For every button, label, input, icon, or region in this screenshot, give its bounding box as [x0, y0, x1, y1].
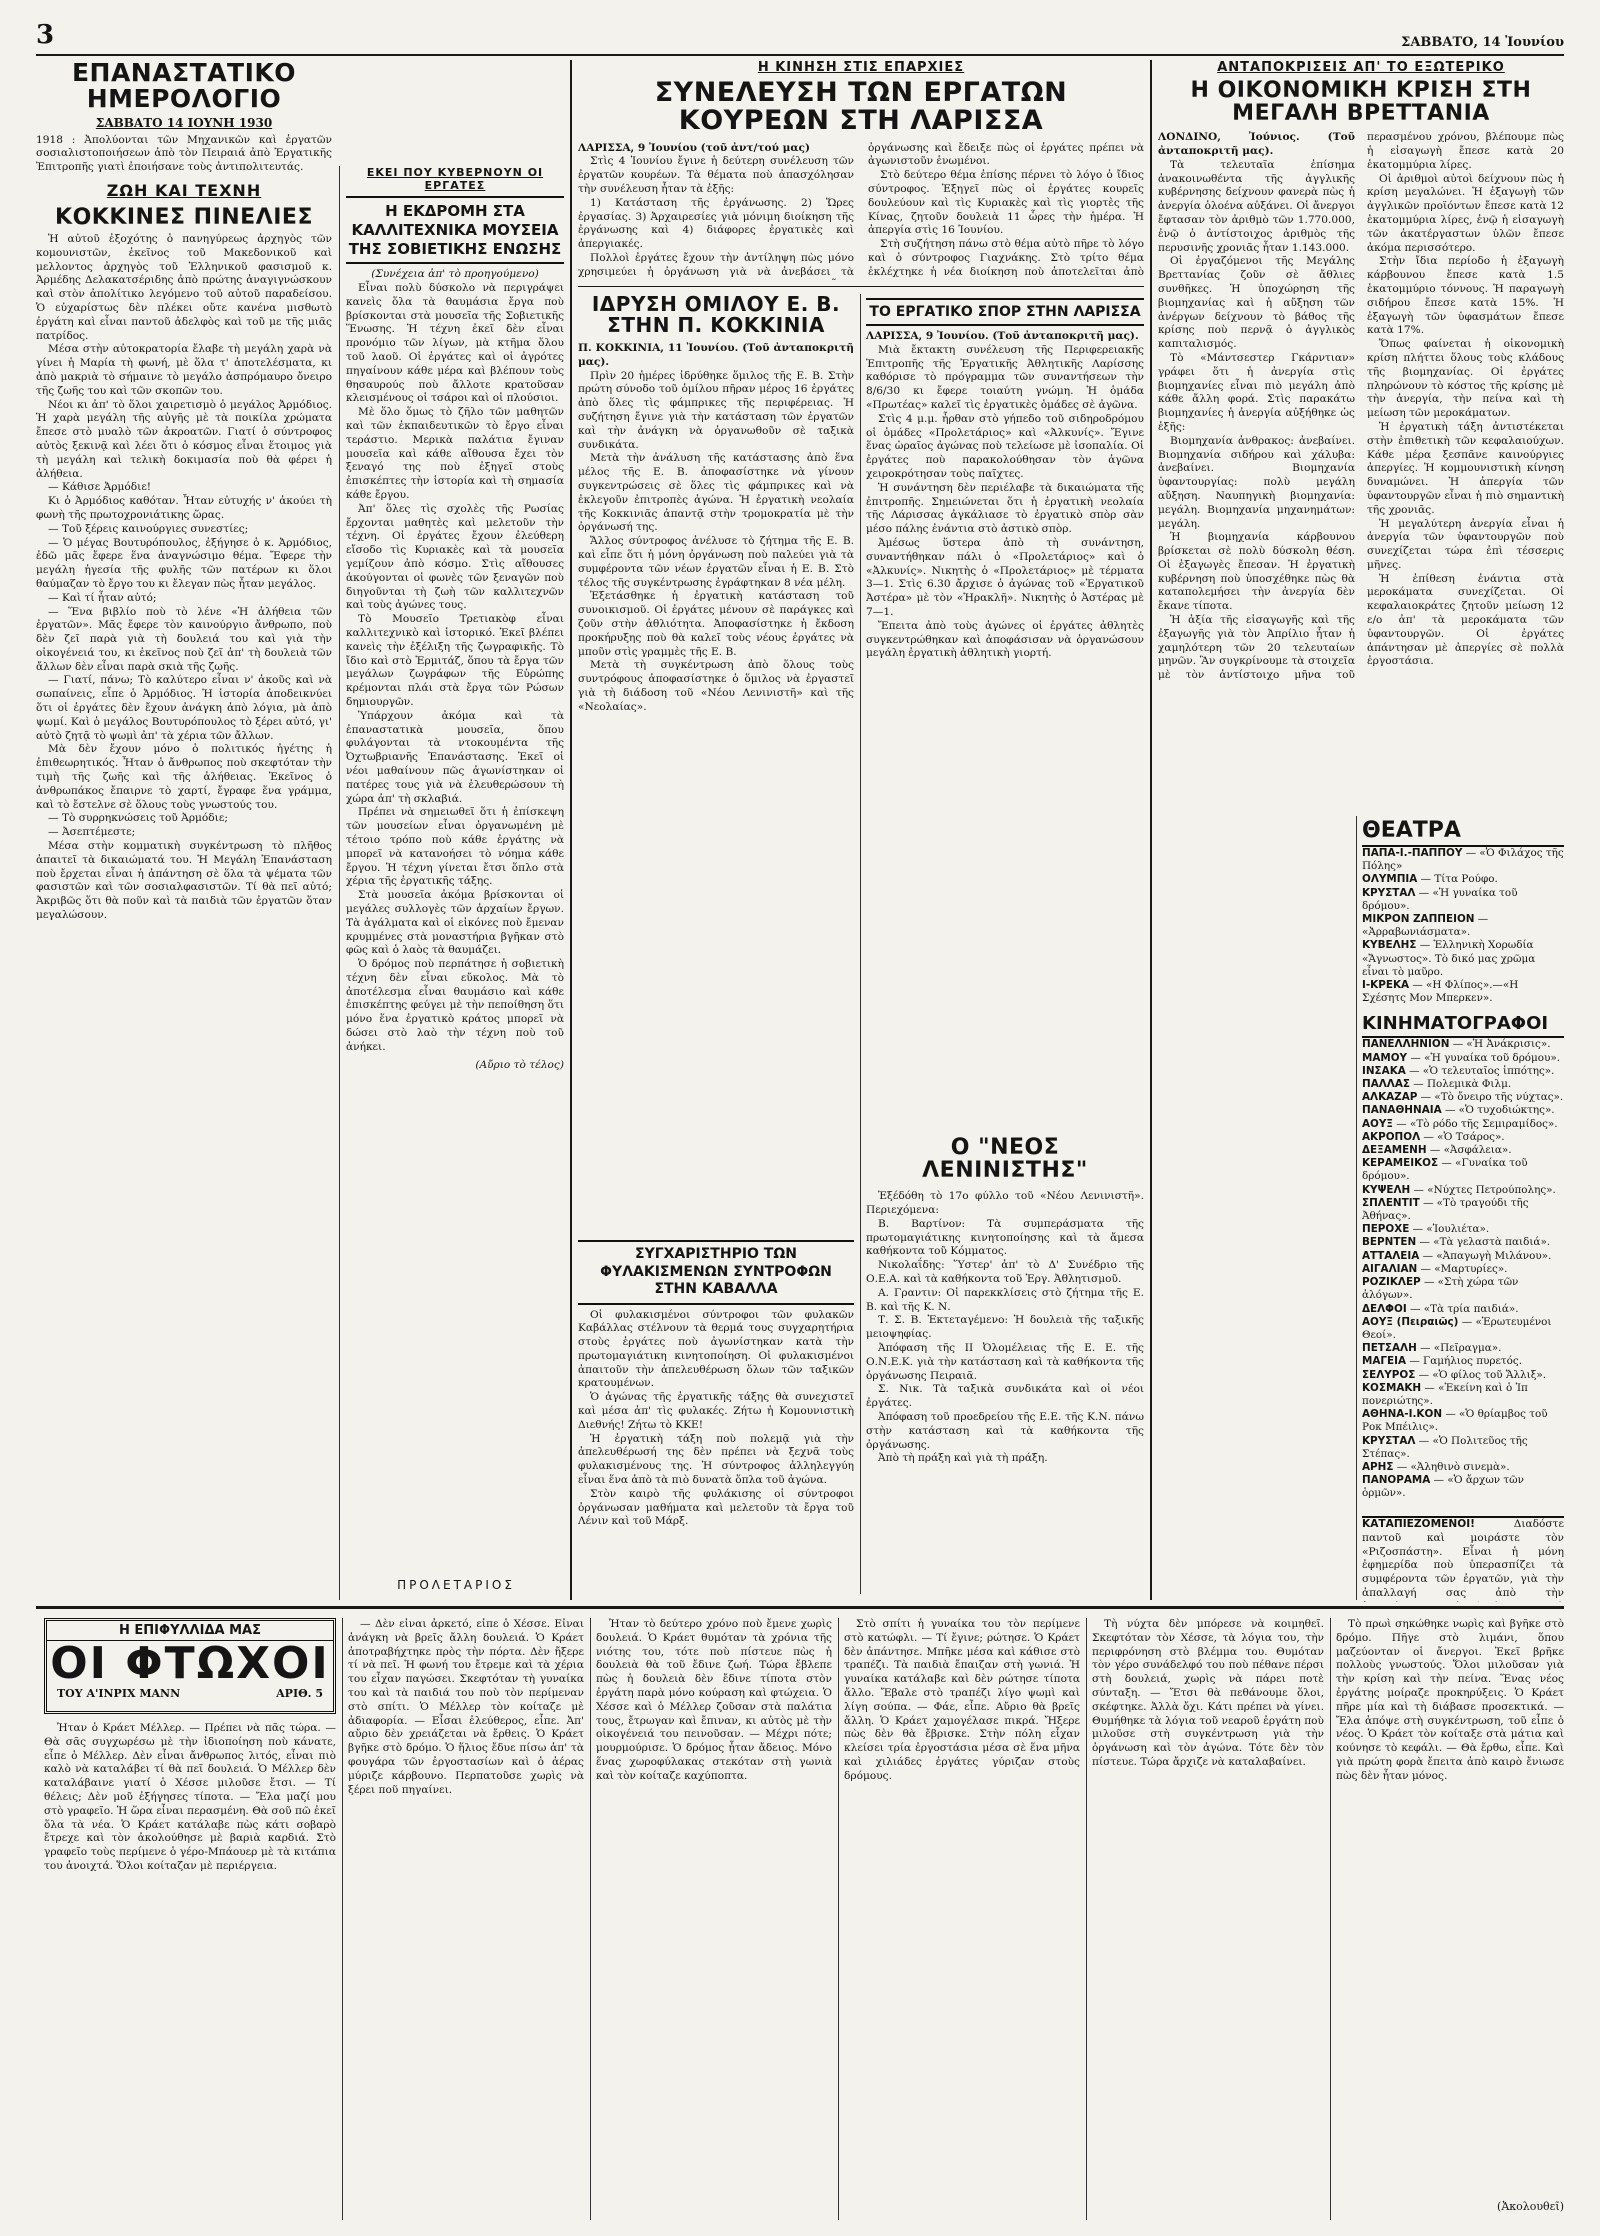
listing-entry: ΑΟΥΞ — «Τὸ ρόδο τῆς Σεμιραμίδος». — [1362, 1117, 1558, 1130]
paragraph: Στὸ σπίτι ἡ γυναίκα του τὸν περίμενε στὸ κατώφλι. — Τί ἔγινε; ρώτησε. Ὁ Κράετ δὲν ἀπάντησε. Μπῆκε μέσα καὶ κάθισε στὸ τραπέζι. Τὰ παιδιὰ ἔπαιζαν στὴ γωνιά. Ἡ γυναίκα κατάλαβε καὶ δὲν ρώτησε τίποτα ἄλλο. Ἔβαλε στὸ τραπέζι λίγο ψωμὶ καὶ λίγη σούπα. — Φάε, εἶπε. Αὔριο θὰ βρεῖς ἄλλη. Ὁ Κράετ χαμογέλασε πικρά. Ἤξερε πὼς δὲν θὰ ἔβρισκε. Στὴν πόλη εἶχαν κλείσει τρία ἐργοστάσια μέσα σὲ ἕνα μῆνα καὶ χιλιάδες ἐργάτες γύριζαν στοὺς δρόμους. — [844, 1618, 1080, 1782]
column-divider — [1086, 1618, 1087, 2220]
listing-venue: ΚΡΥΣΤΑΛ — [1362, 886, 1416, 899]
paragraph: Τ. Σ. Β. Ἐκτεταγέμενο: Ἡ δουλειὰ τῆς ταξικῆς μειοψηφίας. — [866, 1314, 1144, 1341]
listing-venue: ΔΕΞΑΜΕΝΗ — [1362, 1144, 1427, 1157]
paragraph: Στὸ δεύτερο θέμα ἐπίσης πέρνει τὸ λόγο ὁ ἴδιος σύντροφος. Ἐξηγεῖ πὼς οἱ ἐργάτες κουρεῖς δουλεύουν καὶ τὶς Κυριακὲς καὶ τὶς γιορτὲς τῆς Κίνας, ζητοῦν δουλειὰ 11 ὧρες τὴν ἡμέρα. Ἡ ἀπεργία στὶς 16 Ἰουνίου. — [868, 169, 1144, 237]
article-britain — [1158, 60, 1564, 800]
listing-venue: ΚΕΡΑΜΕΙΚΟΣ — [1362, 1157, 1439, 1170]
feuilleton-rule — [36, 1606, 1564, 1609]
listing-show: Τίτα Ρούφο. — [1434, 873, 1498, 886]
paragraph: (Συνέχεια ἀπ' τὸ προηγούμενο) — [371, 268, 539, 281]
column-divider — [1356, 816, 1357, 1600]
listing-entry: ΑΘΗΝΑ-Ι.ΚΟΝ — «Ὁ θρίαμβος τοῦ Ροκ Μπέιλις». — [1362, 1408, 1548, 1434]
paragraph: Ἔπειτα ἀπὸ τοὺς ἀγώνες οἱ ἐργάτες ἀθλητὲς συγκεντρώθηκαν καὶ ἀποφάσισαν νὰ ὀργανώσουν μεγάλη ἐργατικὴ ἀθλητικὴ γιορτή. — [866, 619, 1144, 660]
listing-entry: ΑΡΗΣ — «Ἀληθινὸ σινεμὰ». — [1362, 1460, 1510, 1473]
feuilleton-title-box — [44, 1618, 336, 1714]
listing-show: «Ὁ Φιλάχος τῆς Πόλης» — [1362, 847, 1564, 873]
paragraph: Ἀπόφαση τῆς ΙΙ Ὀλομέλειας τῆς Ε. Ε. τῆς Ο.Ν.Ε.Κ. γιὰ τὴν κατάσταση καὶ τὰ καθήκοντα τῆς ὀργάνωσης Πειραιᾶ. — [866, 1341, 1144, 1382]
listing-entry: ΚΥΨΕΛΗ — «Νύχτες Πετρούπολης». — [1362, 1183, 1556, 1196]
listing-show: «Ἡ Ἀνάκρισις». — [1466, 1038, 1551, 1051]
newspaper-page — [36, 16, 1564, 2220]
paragraph: Ἡ αὐτοῦ ἐξοχότης ὁ πανηγύρεως ἀρχηγὸς τῶν κομουνιστῶν, ἐκεῖνος τοῦ Μακεδονικοῦ καὶ μελλοντος ἀρχηγὸς τοῦ Ἑλληνικοῦ φασισμοῦ κ. Ἀρμέδης Δελακατσέριδης ἀπὸ πρώτης ἀναγιγνώσκουν καὶ στὸν ἀπολίτικο λεγόμενο τοῦ αὐτοῦ παραδείσου. Ὁ εὐχαρίστως δὲν πλέκει οὔτε κανένα μισθωτὸ ἐργάτη καὶ εἶναι παντοῦ ἀδελφὸς καὶ τοῦ με τῆς μιᾶς πατρίδος. — [36, 232, 332, 342]
listing-entry: ΜΑΓΕΙΑ — Γαμήλιος πυρετός. — [1362, 1355, 1523, 1368]
paragraph: Εἶναι πολὺ δύσκολο νὰ περιγράψει κανεὶς ὅλα τὰ θαυμάσια ἔργα ποὺ βρίσκονται στὰ μουσεῖα τῆς Σοβιετικῆς Ἕνωσης. Ἡ τέχνη ἐκεῖ δὲν εἶναι προνόμιο τῶν λίγων, μὰ κτῆμα ὅλου τοῦ λαοῦ. Οἱ ἐργάτες καὶ οἱ ἀγρότες πηγαίνουν κάθε μέρα καὶ βλέπουν τοὺς θησαυρούς ποὺ ἄλλοτε κρατοῦσαν κλεισμένους οἱ τσάροι καὶ οἱ πλούσιοι. — [346, 282, 564, 405]
listing-entry: ΠΕΡΟΧΕ — «Ἰουλιέτα». — [1362, 1223, 1490, 1236]
listing-show: «Ὁ τελευταῖος ἱππότης». — [1422, 1064, 1555, 1077]
section-life-art: ΖΩΗ ΚΑΙ ΤΕΧΝΗ — [106, 180, 262, 200]
column-divider — [342, 1618, 343, 2220]
paragraph: Ὅπως φαίνεται ἡ οἰκονομικὴ κρίση πλήττει ὅλους τοὺς κλάδους τῆς βιομηχανίας. Οἱ ἐργάτες πληρώνουν τὸ κόστος τῆς κρίσης μὲ τὴν ἀνεργία, τὴν πείνα καὶ τὴ μείωση τῶν μεροκάματων. — [1367, 338, 1564, 420]
listing-venue: ΟΛΥΜΠΙΑ — [1362, 873, 1418, 886]
paragraph: Πρέπει νὰ σημειωθεῖ ὅτι ἡ ἐπίσκεψη τῶν μουσείων εἶναι ὀργανωμένη μὲ τέτοιο τρόπο ποὺ κάθε ἐργάτης νὰ μπορεῖ νὰ κατανοήσει τὸ νόημα κάθε ἔργου. Ἡ τέχνη γίνεται ἔτσι ὅπλο στὰ χέρια τῆς ἐργατικῆς τάξης. — [346, 806, 564, 888]
listing-venue: ΠΑΝΑΘΗΝΑΙΑ — [1362, 1104, 1442, 1117]
listing-venue: ΠΑΛΛΑΣ — [1362, 1078, 1410, 1091]
feuilleton-column — [596, 1618, 832, 2220]
paragraph: Ἡ βιομηχανία κάρβουνου βρίσκεται σὲ πολὺ δύσκολη θέση. Οἱ ἐξαγωγὲς ἔπεσαν. Ἡ ἐργατικὴ κυβέρνηση ποὺ ὑποσχέθηκε πὼς θὰ καταπολεμήσει τὴν ἀνεργία δὲν ἔκανε τίποτα. — [1158, 531, 1355, 613]
paragraph: Ἀπόφαση τοῦ προεδρείου τῆς Ε.Ε. τῆς Κ.Ν. πάνω στὴν κατάσταση καὶ τὰ καθήκοντα τῆς ὀργάνωσης. — [866, 1410, 1144, 1451]
paragraph: — Ἕνα βιβλίο ποὺ τὸ λένε «Ἡ ἀλήθεια τῶν ἐργατῶν». Μᾶς ἔφερε τὸν καινούργιο ἄνθρωπο, ποὺ δὲν ζεῖ παρὰ γιὰ τὴ δουλειά του καὶ γιὰ τὴν οἰκογένειά του, κι ἐκεῖνος ποὺ ζεῖ ἀπ' τὴ δουλειὰ τῶν ἄλλων δὲν εἶναι παρὰ σκιὰ τῆς ζωῆς. — [36, 605, 332, 673]
listing-venue: ΜΑΜΟΥ — [1362, 1051, 1408, 1064]
article-new-leninist — [866, 1136, 1144, 1596]
paragraph: Στὴν ἴδια περίοδο ἡ ἐξαγωγὴ κάρβουνου ἔπεσε κατὰ 1.5 ἑκατομμύριο τόννους. Ἡ παραγωγὴ σιδήρου ἔπεσε κατὰ 15%. Ἡ ἐξαγωγὴ τῶν ὑφασμάτων ἔπεσε κατὰ 17%. — [1367, 255, 1564, 337]
masthead-date: ΣΑΒΒΑΤΟ, 14 Ἰουνίου — [1401, 35, 1564, 50]
listing-entry: ΠΑΝΑΘΗΝΑΙΑ — «Ὁ τυχοδιώκτης». — [1362, 1104, 1555, 1117]
listing-venue: ΣΕΛΥΡΟΣ — [1362, 1368, 1416, 1381]
listing-venue: ΠΕΡΟΧΕ — [1362, 1223, 1410, 1236]
paragraph: — Κάθισε Ἀρμόδιε! — [48, 481, 152, 494]
listing-entry: ΙΝΣΑΚΑ — «Ὁ τελευταῖος ἱππότης». — [1362, 1064, 1555, 1077]
listing-show: «Ἡ γυναίκα τοῦ δρόμου». — [1362, 886, 1518, 912]
listing-show: «Τὸ τραγούδι τῆς Ἀθήνας». — [1362, 1196, 1529, 1223]
provinces-title: ΣΥΝΕΛΕΥΣΗ ΤΩΝ ΕΡΓΑΤΩΝ ΚΟΥΡΕΩΝ ΣΤΗ ΛΑΡΙΣΣΑ — [654, 77, 1068, 137]
paragraph: Οἱ φυλακισμένοι σύντροφοι τῶν φυλακῶν Καβάλλας στέλνουν τὰ θερμά τους συγχαρητήρια στοὺς ἐργάτες ποὺ ἀγωνίστηκαν κατὰ τὴν πρωτομαγιάτικη κινητοποίηση. Οἱ φυλακισμένοι ἀπαιτοῦν τὴν ἀπελευθέρωση ὅλων τῶν ταξικῶν κρατουμένων. — [578, 1308, 854, 1390]
cinemas-list — [1362, 1038, 1564, 1500]
listing-show: «Ὁ θρίαμβος τοῦ Ροκ Μπέιλις». — [1362, 1408, 1548, 1434]
listing-entry: ΚΡΥΣΤΑΛ — «Ὁ Πολιτεῦος τῆς Στέπας». — [1362, 1434, 1528, 1460]
listing-venue: ΠΑΠΑ-Ι.-ΠΑΠΠΟΥ — [1362, 847, 1463, 859]
listing-show: «Ὁ φίλος τοῦ Ἄλλιξ». — [1432, 1368, 1547, 1381]
page-number: 3 — [36, 20, 55, 50]
listing-show: «Μαρτυρίες». — [1434, 1262, 1508, 1275]
listing-venue: ΔΕΛΦΟΙ — [1362, 1302, 1407, 1315]
listing-venue: ΠΑΝΟΡΑΜΑ — [1362, 1474, 1431, 1487]
journal-entry: 1918 : Ἀπολύονται τῶν Μηχανικῶν καὶ ἐργατῶν σοσιαλιστοποιήσεων ἀπὸ τὸν Πειραιά ἀπὸ Ἐργατικῆς Ἐπιτροπῆς γιατὶ ἐποιήσανε τοὺς ἀντιπολιτευτάς. — [36, 133, 332, 174]
new-leninist-title: Ο "ΝΕΟΣ ΛΕΝΙΝΙΣΤΗΣ" — [922, 1136, 1088, 1184]
listing-entry: ΑΙΓΑΛΙΑΝ — «Μαρτυρίες». — [1362, 1262, 1508, 1275]
paragraph: Μέσα στὴν αὐτοκρατορία ἔλαβε τὴ μεγάλη χαρὰ νὰ γίνει ἡ Μαρία τὴ φωνή, μὲ ὅλα τ' ἀποτελέσματα, κι ἀπὸ μακριὰ τὸ σήμαινε τὸ μεγάλο ἀσπρόμαυρο ὄνειρο τῆς ζωῆς του καὶ τῶν σκοπῶν του. — [36, 343, 332, 397]
column-divider — [339, 166, 340, 1600]
paragraph: — Ὁ μέγας Βουτυρόπουλος, ἐξήγησε ὁ κ. Ἀρμόδιος, ἐδῶ μᾶς ἔφερε ἕνα ἀναγνώσιμο θέμα. Ἔφερε τὴν μεγάλη ἡγεσία τῆς φυλῆς τῶν πατέρων κι ὅλοι θαύμαζαν τὸ ἔργο του κι ἔλεγαν πὼς ἦταν μεγάλος. — [36, 536, 332, 590]
britain-title: Η ΟΙΚΟΝΟΜΙΚΗ ΚΡΙΣΗ ΣΤΗ ΜΕΓΑΛΗ ΒΡΕΤΤΑΝΙΑ — [1190, 78, 1532, 127]
paragraph: 1) Κατάσταση τῆς ἐργάνωσης. 2) Ὥρες ἐργασίας. 3) Ἀρχαιρεσίες γιὰ μόνιμη διοίκηση τῆς ἐργάνωσης καὶ 4) διάφορες ἐργατικὲς καὶ ἀπεργιακές. — [578, 196, 854, 251]
article-title-kokkines: ΚΟΚΚΙΝΕΣ ΠΙΝΕΛΙΕΣ — [55, 204, 313, 230]
paragraph: Στὶς 4 μ.μ. ἦρθαν στὸ γήπεδο τοῦ σιδηροδρόμου οἱ ὁμάδες «Προλετάριος» καὶ «Ἀλκυνίς». Ἔγινε ἕνας ὡραῖος ἀγώνας ποὺ τελείωσε μὲ ἰσοπαλία. Οἱ ἐργάτες ποὺ παρακολούθησαν τὸν ἀγῶνα χειροκρότησαν τοὺς παῖχτες. — [866, 412, 1144, 480]
paragraph: Α. Γραντιν: Οἱ παρεκκλίσεις στὸ ζήτημα τῆς Ε. Β. καὶ τῆς Κ. Ν. — [866, 1286, 1144, 1313]
paragraph: Β. Βαρτίνον: Τὰ συμπεράσματα τῆς πρωτομαγιάτικης κινητοποίησης καὶ τὰ ἄμεσα καθήκοντα τοῦ Κόμματος. — [866, 1217, 1144, 1258]
listing-entry: ΠΑΠΑ-Ι.-ΠΑΠΠΟΥ — «Ὁ Φιλάχος τῆς Πόλης» — [1362, 847, 1564, 873]
masthead — [36, 16, 1564, 50]
listing-venue: ΑΟΥΞ — [1362, 1117, 1393, 1130]
listing-show: «Πεῖραγμα». — [1433, 1342, 1502, 1355]
listing-entry: ΟΛΥΜΠΙΑ — Τίτα Ρούφο. — [1362, 873, 1498, 886]
paragraph: Ἀπ' ὅλες τὶς σχολὲς τῆς Ρωσίας ἔρχονται μαθητὲς καὶ μελετοῦν τὴν τέχνη. Οἱ ἐργάτες ἔχουν ἐλεύθερη εἴσοδο τὶς Κυριακὲς καὶ τὰ μουσεῖα γεμίζουν ἀπὸ κόσμο. Στὶς αἴθουσες ἀκούγονται οἱ φωνὲς τῶν ξεναγῶν ποὺ διηγοῦνται τὴ ζωὴ τῶν καλλιτεχνῶν καὶ τοὺς ἀγώνες τους. — [346, 502, 564, 612]
listings-column — [1362, 816, 1564, 1516]
prisoners-title: ΣΥΓΧΑΡΙΣΤΗΡΙΟ ΤΩΝ ΦΥΛΑΚΙΣΜΕΝΩΝ ΣΥΝΤΡΟΦΩΝ ΣΤΗΝ ΚΑΒΑΛΛΑ — [578, 1240, 854, 1305]
feuilleton-signoff: (Ἀκολουθεῖ) — [1497, 2200, 1564, 2213]
listing-entry: ΜΑΜΟΥ — «Ἡ γυναίκα τοῦ δρόμου». — [1362, 1051, 1561, 1064]
paragraph: Τὰ τελευταῖα ἐπίσημα ἀνακοινωθέντα τῆς ἀγγλικῆς κυβέρνησης δείχνουν φανερὰ πὼς ἡ ἀνεργία ὁλοένα αὐξάνει. Οἱ ἄνεργοι ἔφτασαν τὸν ἀριθμὸ τῶν 1.770.000, ἐνῷ ὁ ἀντίστοιχος ἀριθμὸς τῆς περυσινῆς χρονιᾶς ἦταν 1.143.000. — [1158, 158, 1355, 254]
kokkinia-dateline: Π. ΚΟΚΚΙΝΙΑ, 11 Ἰουνίου. (Τοῦ ἀνταποκριτῆ μας). — [578, 342, 854, 368]
paragraph: Μιὰ ἔκτακτη συνέλευση τῆς Περιφερειακῆς Ἐπιτροπῆς τῆς Ἐργατικῆς Ἀθλητικῆς Λαρίσσης καθόρισε τὸ πρόγραμμα τῶν συναντήσεων τὴν 8/6/30 κι ἔφερε τοιαύτη γνώμη. Ἡ ὁμάδα «Πρωτέας» καλεῖ τὶς ἐργατικὲς ὁμάδες σὲ ἀγῶνα. — [866, 343, 1144, 411]
feuilleton-column — [844, 1618, 1080, 2220]
paragraph: Βιομηχανία ἀνθρακος: ἀνεβαίνει. Βιομηχανία σιδήρου καὶ χάλυβα: ἀνεβαίνει. Βιομηχανία ὑφαντουργίας: πολὺ μεγάλη αὔξηση. Ναυπηγικὴ βιομηχανία: μεγάλη. Βιομηχανία μηχανημάτων: μεγάλη. — [1158, 434, 1355, 530]
paragraph: — Γιατί, πάνω; Τὸ καλύτερο εἶναι ν' ἀκοῦς καὶ νὰ σωπαίνεις, εἶπε ὁ Ἀρμόδιος. Ἡ ἱστορία ἀποδεικνύει ὅτι οἱ ἐργάτες δὲν ἔχουν ἀνάγκη ἀπὸ λόγια, μὰ ἀπὸ ψωμί. Καὶ ὁ μεγάλος Βουτυρόπουλος τὸ ξέρει αὐτό, γι' αὐτὸ ζητᾷ τὸ ψωμὶ ἀπ' τὰ χέρια τῶν ἄλλων. — [36, 674, 332, 742]
feuilleton-column — [1336, 1618, 1564, 2198]
feuilleton-column — [348, 1618, 584, 2220]
listing-show: «Ὁ τυχοδιώκτης». — [1458, 1104, 1555, 1117]
paragraph: Μετὰ τὴ συγκέντρωση ἀπὸ ὅλους τοὺς συντρόφους ἀποφασίστηκε ὁ ὅμιλος νὰ ἐργαστεῖ γιὰ τὴ διάδοση τοῦ «Νέου Λενινιστῆ» καὶ τῆς «Νεολαίας». — [578, 659, 854, 713]
listing-venue: ΑΚΡΟΠΟΛ — [1362, 1130, 1421, 1143]
provinces-dateline: ΛΑΡΙΣΣΑ, 9 Ἰουνίου (τοῦ ἀντ/τού μας) — [578, 141, 811, 154]
listing-show: «Νύχτες Πετρούπολης». — [1427, 1183, 1556, 1196]
paragraph: Ἦταν ὁ Κράετ Μέλλερ. — Πρέπει νὰ πᾶς τώρα. — Θὰ σᾶς συγχωρέσω μὲ τὴν ἰδιοποίηση ποὺ κάνατε, εἶπε ὁ Μέλλερ. Δὲν εἶναι ἄνθρωπος λιτός, εἶναι πιὸ καλὸ νὰ καταλάβει τί θὰ πεῖ δουλειά. Ὁ Μέλλερ δὲν καταλάβαινε γιατί ὁ Χέσσε μιλοῦσε ἔτσι. — Τί θέλεις; Δὲν μοῦ ἐξήγησες τίποτα. — Ἔλα μαζί μου στὸ γραφεῖο. Ἡ ὥρα εἶναι περασμένη. Θὰ σοῦ πῶ ἐκεῖ ὅλα τὰ νέα. Ὁ Κράετ κατάλαβε πὼς κάτι σοβαρὸ ἔτρεχε καὶ τὸν ἀκολούθησε μὲ βαριὰ καρδιά. Στὸ γραφεῖο τοὺς περίμενε ὁ γέρο-Μπάουερ μὲ τὰ κιτάπια του ἀνοιχτά. Ὅλοι κοίταζαν μὲ περιέργεια. — [44, 1722, 336, 1872]
theatres-list — [1362, 847, 1564, 1005]
listing-show: «Τὰ τρία παιδιά». — [1423, 1302, 1519, 1315]
column-divider — [590, 1618, 591, 2220]
listing-show: «Ἀρραβωνιάσματα». — [1362, 926, 1471, 939]
section-rule — [578, 286, 1144, 287]
listing-venue: ΙΝΣΑΚΑ — [1362, 1064, 1406, 1077]
museums-kicker: ΕΚΕΙ ΠΟΥ ΚΥΒΕΡΝΟΥΝ ΟΙ ΕΡΓΑΤΕΣ — [366, 166, 544, 192]
paragraph: Ἡ μεγαλύτερη ἀνεργία εἶναι ἡ ἀνεργία τῶν ὑφαντουργῶν ποὺ συνεχίζεται τώρα ἐπὶ τέσσερις μῆνες. — [1367, 517, 1564, 571]
column-divider — [860, 294, 861, 1594]
journal-title: ΕΠΑΝΑΣΤΑΤΙΚΟ ΗΜΕΡΟΛΟΓΙΟ — [71, 60, 297, 114]
listing-venue: ΑΡΗΣ — [1362, 1460, 1394, 1473]
article-prisoners — [578, 1236, 854, 1596]
listing-venue: Ι-ΚΡΕΚΑ — [1362, 979, 1410, 992]
masthead-rule — [36, 54, 1564, 56]
paragraph: Ὑπάρχουν ἀκόμα καὶ τὰ ἐπαναστατικὰ μουσεῖα, ὅπου φυλάγονται τὰ ντοκουμέντα τῆς Ὀχτωβριανῆς Ἐπανάστασης. Ἐκεῖ οἱ νέοι μαθαίνουν πῶς ἀγωνίστηκαν οἱ πατέρες τους γιὰ νὰ ἐλευθερώσουν τὴ χώρα ἀπ' τὴ σκλαβιά. — [346, 709, 564, 805]
theatres-title: ΘΕΑΤΡΑ — [1362, 816, 1564, 847]
listing-venue: ΑΙΓΑΛΙΑΝ — [1362, 1262, 1418, 1275]
listing-show: «Τὸ ρόδο τῆς Σεμιραμίδος». — [1409, 1117, 1558, 1130]
paragraph: — Τὸ συρρηκνώσεις τοῦ Ἀρμόδιε; — [48, 812, 228, 825]
paragraph: Στὶς 4 Ἰουνίου ἔγινε ἡ δεύτερη συνέλευση τῶν ἐργατῶν κουρέων. Τὰ θέματα ποὺ ἀπασχόλησαν τὴν συνέλευση ἦταν τὰ ἑξῆς: — [578, 155, 854, 196]
article-kokkinia — [578, 294, 854, 1064]
paragraph: Ὁ ἀγώνας τῆς ἐργατικῆς τάξης θὰ συνεχιστεῖ καὶ μέσα ἀπ' τὶς φυλακές. Ζήτω ἡ Κομουνιστικὴ Διεθνής! Ζήτω τὸ ΚΚΕ! — [578, 1391, 854, 1431]
paragraph: Τὸ πρωὶ σηκώθηκε νωρὶς καὶ βγῆκε στὸ δρόμο. Πῆγε στὸ λιμάνι, ὅπου μαζεύονταν οἱ ἄνεργοι. Ἐκεῖ βρῆκε πολλοὺς γνωστούς. Ὅλοι μιλοῦσαν γιὰ τὴν κρίση καὶ τὴν πείνα. Ἕνας νέος ἐργάτης μοίραζε προκηρύξεις. Ὁ Κράετ πῆρε μία καὶ τὴ διάβασε προσεκτικά. — Ἔλα ἀπόψε στὴ συγκέντρωση, τοῦ εἶπε ὁ νέος. Ὁ Κράετ τὸν κοίταξε στὰ μάτια καὶ κούνησε τὸ κεφάλι. — Θὰ ἔρθω, εἶπε. Καὶ γιὰ πρώτη φορὰ ἔπειτα ἀπὸ καιρὸ ἔνιωσε πὼς δὲν ἦταν μόνος. — [1336, 1618, 1564, 1782]
listing-show: «Τὸ ὄνειρο τῆς νύχτας». — [1434, 1091, 1564, 1104]
notice-body: Διαδόστε παντοῦ καὶ μοιράστε τὸν «Ριζοσπάστη». Εἶναι ἡ μόνη ἐφημερίδα ποὺ ὑπερασπίζει τὰ συμφέροντα τῶν ἐργατῶν, γιὰ τὴν ἀπαλλαγή σας ἀπὸ τὴν — [1362, 1518, 1564, 1599]
notice-box — [1362, 1516, 1564, 1602]
listing-show: «Η Φλίπος».—«Η Σχέσητς Μον Μπερκεν». — [1362, 979, 1519, 1005]
paragraph: Ἡ ἐπίθεση ἐνάντια στὰ μεροκάματα συνεχίζεται. Οἱ κεφαλαιοκράτες ζητοῦν μείωση 12 ε/ο ἀπ' τὰ μεροκάματα τῶν ὑφαντουργῶν. Οἱ ἐργάτες ἀπάντησαν μὲ ἀπεργίες σὲ πολλὰ ἐργοστάσια. — [1367, 572, 1564, 668]
listing-entry: ΑΛΚΑΖΑΡ — «Τὸ ὄνειρο τῆς νύχτας». — [1362, 1091, 1564, 1104]
listing-show: «Στὴ χώρα τῶν ἀλόγων». — [1362, 1276, 1519, 1302]
listing-show: «Ὁ Τσάρος». — [1437, 1130, 1505, 1143]
paragraph: — Τοῦ ξέρεις καινούργιες συνεστίες; — [48, 522, 249, 535]
listing-venue: ΜΑΓΕΙΑ — [1362, 1355, 1407, 1368]
listing-entry: ΠΑΛΛΑΣ — Πολεμικὰ Φιλμ. — [1362, 1078, 1512, 1091]
listing-entry: ΜΙΚΡΟΝ ΖΑΠΠΕΙΟΝ — «Ἀρραβωνιάσματα». — [1362, 913, 1489, 939]
listing-entry: ΑΚΡΟΠΟΛ — «Ὁ Τσάρος». — [1362, 1130, 1505, 1143]
museums-title: Η ΕΚΔΡΟΜΗ ΣΤΑ ΚΑΛΛΙΤΕΧΝΙΚΑ ΜΟΥΣΕΙΑ ΤΗΣ ΣΟΒΙΕΤΙΚΗΣ ΕΝΩΣΗΣ — [346, 196, 564, 264]
paragraph: Ἡ ἀξία τῆς εἰσαγωγῆς καὶ τῆς ἐξαγωγῆς γιὰ τὸν Ἀπρίλιο ἦταν ἡ χαμηλότερη τῶν 20 τελευταίων μηνῶν. Ἂν συγκρίνουμε τὰ στοιχεῖα μὲ τὸν ἀντίστοιχο μῆνα τοῦ περασμένου χρόνου, βλέπουμε πὼς ἡ εἰσαγωγὴ ἔπεσε κατὰ 20 ἑκατομμύρια λίρες. — [1158, 131, 1564, 682]
cinemas-title: ΚΙΝΗΜΑΤΟΓΡΑΦΟΙ — [1362, 1011, 1564, 1038]
feuilleton-number: ΑΡΙΘ. 5 — [276, 1687, 323, 1701]
paragraph: Στὴ συζήτηση πάνω στὸ θέμα αὐτὸ πῆρε τὸ λόγο καὶ ὁ σύντροφος Γιαχνάκης. Στὸ τρίτο θέμα ἐκλέχτηκε ἡ νέα διοίκηση ποὺ ἀποτελεῖται ἀπὸ — [868, 238, 1144, 278]
article-body-kokkines — [36, 233, 332, 923]
listing-venue: ΚΡΥΣΤΑΛ — [1362, 1434, 1416, 1447]
paragraph: Ἡ συνάντηση δὲν περιέλαβε τὰ δικαιώματα τῆς ἐπιτροπῆς. Σημειώνεται ὅτι ἡ ἐργατικὴ νεολαία τῆς Λάρισσας ἀγκάλιασε τὸ ἐργατικὸ σπὸρ σὰν μέσο πάλης ἐνάντια στὸ ἀστικὸ σπὸρ. — [866, 481, 1144, 536]
listing-venue: ΡΟΖΙΚΛΕΡ — [1362, 1276, 1421, 1289]
paragraph: Ἦταν τὸ δεύτερο χρόνο ποὺ ἔμενε χωρὶς δουλειά. Ὁ Κράετ θυμόταν τὰ χρόνια τῆς νιότης του, τότε ποὺ πίστευε πὼς ἡ δουλειὰ θὰ τοῦ ἔδινε ζωή. Τώρα ἔβλεπε πὼς ἡ δουλειὰ δὲν ἔδινε τίποτα στὸν ἐργάτη παρὰ μόνο κούραση καὶ φτώχεια. Ὁ Χέσσε καὶ ὁ Μέλλερ ζοῦσαν στὰ παλάτια τους, ἔτρωγαν καὶ ἔπιναν, κι αὐτὸς μὲ τὴν οἰκογένειά του πεινοῦσαν. — Μέχρι πότε; μουρμούρισε. Ὁ δρόμος ἦταν ἄδειος. Μόνο ἕνας χωροφύλακας στεκόταν στὴ γωνιὰ καὶ τὸν κοίταζε καχύποπτα. — [596, 1618, 832, 1782]
paragraph: Ἡ ἐργατικὴ τάξη ἀντιστέκεται στὴν ἐπιθετικὴ τῶν κεφαλαιούχων. Κάθε μέρα ξεσπᾶνε καινούργιες ἀπεργίες. Ἡ κομμουνιστικὴ κίνηση δυναμώνει. Ἡ ἀπεργία τῶν ὑφαντουργῶν εἶναι ἡ πιὸ σημαντικὴ τῆς χρονιᾶς. — [1367, 420, 1564, 516]
listing-entry: ΠΑΝΟΡΑΜΑ — «Ὁ ἄρχων τῶν ὁρμῶν». — [1362, 1474, 1524, 1500]
paragraph: Στὸν καιρὸ τῆς φυλάκισης οἱ σύντροφοι ὀργάνωσαν μαθήματα καὶ μελετοῦν τὰ ἔργα τοῦ Λένιν καὶ τοῦ Μάρξ. — [578, 1487, 854, 1528]
paragraph: — Δὲν εἶναι ἀρκετό, εἶπε ὁ Χέσσε. Εἶναι ἀνάγκη νὰ βρεῖς ἄλλη δουλειά. Ὁ Κράετ ἀποτραβήχτηκε πρὸς τὴν πόρτα. Δὲν ἤξερε τί νὰ πεῖ. Ἡ φωνή του ἔτρεμε καὶ τὰ χέρια του εἶχαν παγώσει. Σκεφτόταν τὴ γυναίκα του καὶ τὰ παιδιά του ποὺ τὸν περίμεναν στὸ σπίτι. Ὁ Μέλλερ τὸν κοίταζε μὲ ἀδιαφορία. — Εἶσαι ἐλεύθερος, εἶπε. Ἀπ' αὔριο δὲν χρειάζεται νὰ ἔρθεις. Ὁ Κράετ βγῆκε στὸ δρόμο. Ὁ ἥλιος ἔδυε πίσω ἀπ' τὰ φουγάρα τῶν ἐργοστασίων καὶ ὁ ἀέρας μύριζε κάρβουνο. Περπατοῦσε χωρὶς νὰ ξέρει ποῦ πηγαίνει. — [348, 1618, 584, 1796]
listing-venue: ΑΟΥΞ (Πειραιῶς) — [1362, 1315, 1459, 1328]
listing-entry: ΠΕΤΣΑΛΗ — «Πεῖραγμα». — [1362, 1342, 1502, 1355]
listing-venue: ΠΑΝΕΛΛΗΝΙΟΝ — [1362, 1038, 1450, 1051]
notice-title: ΚΑΤΑΠΙΕΖΟΜΕΝΟΙ! — [1362, 1518, 1475, 1530]
paragraph: Νέοι κι ἀπ' τὸ ὅλοι χαιρετισμὸ ὁ μεγάλος Ἀρμόδιος. Ἡ χαρὰ μεγάλη τῆς αὐγῆς μὲ τὰ ποικίλα χρώματα ἔπεσε στὸ μυαλὸ τῶν ἀκροατῶν. Γιατί ὁ σύντροφος αὐτὸς ξεκινᾷ καὶ λέει ὅτι ὁ κόσμος εἶναι ἕτοιμος γιὰ τὴ μεγάλη καὶ τελικὴ δοκιμασία ποὺ θὰ φέρει ἡ ἀλήθεια. — [36, 398, 332, 480]
listing-entry: ΚΥΒΕΛΗΣ — Ἑλληνικὴ Χορωδία «Ἄγνωστος». Τὸ δικό μας χρῶμα εἶναι τὸ μαῦρο. — [1362, 939, 1536, 978]
listing-entry: ΣΠΛΕΝΤΙΤ — «Τὸ τραγούδι τῆς Ἀθήνας». — [1362, 1196, 1529, 1223]
listing-show: «Ἐρωτευμένοι Θεοί». — [1362, 1315, 1552, 1341]
listing-show: «Ἰουλιέτα». — [1426, 1223, 1490, 1236]
listing-entry: ΑΤΤΑΛΕΙΑ — «Ἀπαγωγὴ Μιλάνου». — [1362, 1249, 1552, 1262]
column-divider — [570, 60, 572, 1600]
listing-entry: ΣΕΛΥΡΟΣ — «Ὁ φίλος τοῦ Ἄλλιξ». — [1362, 1368, 1547, 1381]
feuilleton-column — [1092, 1618, 1324, 2220]
listing-show: «Τὰ γελαστὰ παιδιά». — [1433, 1236, 1551, 1249]
listing-entry: ΒΕΡΝΤΕΝ — «Τὰ γελαστὰ παιδιά». — [1362, 1236, 1551, 1249]
paragraph: Τὸ «Μάντσεστερ Γκάρντιαν» γράφει ὅτι ἡ ἀνεργία στὶς βιομηχανίες εἶναι πιὸ μεγάλη ἀπὸ κάθε ἄλλη φορά. Στὶς παρακάτω βιομηχανίες ἡ ἀνεργία αὐξήθηκε ὡς ἑξῆς: — [1158, 351, 1355, 433]
paragraph: Ἀμέσως ὕστερα ἀπὸ τὴ συνάντηση, συναντήθηκαν πάλι ὁ «Προλετάριος» καὶ ὁ «Ἀλκυνίς». Νικητὴς ὁ «Προλετάριος» μὲ τέρματα 3—1. Στὶς 6.30 ἄρχισε ὁ ἀγώνας τοῦ «Ἐργατικοῦ Ἀστέρα» μὲ τὸν «Ἡρακλῆ». Νικητὴς ὁ Ἀστέρας μὲ 7—1. — [866, 536, 1144, 618]
listing-show: «Ὁ Πολιτεῦος τῆς Στέπας». — [1362, 1434, 1528, 1460]
sport-title: ΤΟ ΕΡΓΑΤΙΚΟ ΣΠΟΡ ΣΤΗΝ ΛΑΡΙΣΣΑ — [866, 298, 1144, 326]
paragraph: Ἀπὸ τὴ πράξη καὶ γιὰ τὴ πράξη. — [878, 1452, 1048, 1465]
listing-venue: ΑΛΚΑΖΑΡ — [1362, 1091, 1418, 1104]
column-divider — [838, 1618, 839, 2220]
paragraph: — Ἀσεπτέμεστε; — [48, 826, 136, 839]
listing-show: «Ἀληθινὸ σινεμὰ». — [1410, 1460, 1510, 1473]
listing-venue: ΠΕΤΣΑΛΗ — [1362, 1342, 1417, 1355]
listing-entry: ΔΕΞΑΜΕΝΗ — «Ἀσφάλεια». — [1362, 1144, 1512, 1157]
listing-entry: ΚΕΡΑΜΕΙΚΟΣ — «Γυναίκα τοῦ δρόμου». — [1362, 1157, 1528, 1183]
listing-entry: ΡΟΖΙΚΛΕΡ — «Στὴ χώρα τῶν ἀλόγων». — [1362, 1276, 1519, 1302]
feuilleton-author: ΤΟΥ Α'ΙΝΡΙΧ ΜΑΝΝ — [57, 1687, 181, 1701]
column-divider — [1150, 60, 1152, 1600]
paragraph: Οἱ ἀριθμοὶ αὐτοὶ δείχνουν πὼς ἡ κρίση μεγαλώνει. Ἡ ἐξαγωγὴ τῶν ἀγγλικῶν προϊόντων ἔπεσε κατὰ 12 ἑκατομμύρια λίρες, ἐνῷ ἡ εἰσαγωγὴ τῶν ἀκατέργαστων ὑλῶν ἔπεσε ἀκόμα περισσότερο. — [1367, 172, 1564, 254]
paragraph: Μὲ ὅλο ὅμως τὸ ζῆλο τῶν μαθητῶν καὶ τῶν ἐκπαιδευτικῶν τὸ ἔργο εἶναι τεράστιο. Μερικὰ παλάτια ἔγιναν μουσεῖα καὶ κάθε αἴθουσα ἔχει τὸν ξεναγό της ποὺ ἐξηγεῖ στοὺς ἐπισκέπτες τὴν ἱστορία καὶ τὴ σημασία κάθε ἔργου. — [346, 406, 564, 501]
feuilleton-label: Η ΕΠΙΦΥΛΛΙΔΑ ΜΑΣ — [47, 1621, 333, 1641]
article-sport — [866, 294, 1144, 1034]
listing-entry: Ι-ΚΡΕΚΑ — «Η Φλίπος».—«Η Σχέσητς Μον Μπερκεν». — [1362, 979, 1519, 1005]
listing-venue: ΑΘΗΝΑ-Ι.ΚΟΝ — [1362, 1408, 1443, 1421]
listing-venue: ΣΠΛΕΝΤΙΤ — [1362, 1196, 1420, 1209]
listing-venue: ΚΥΒΕΛΗΣ — [1362, 939, 1417, 952]
listing-venue: ΚΟΣΜΑΚΗ — [1362, 1381, 1422, 1394]
listing-show: «Ὁ ἄρχων τῶν ὁρμῶν». — [1362, 1474, 1524, 1500]
kokkinia-title: ΙΔΡΥΣΗ ΟΜΙΛΟΥ Ε. Β. ΣΤΗΝ Π. ΚΟΚΚΙΝΙΑ — [591, 294, 841, 337]
paragraph: Μέσα στὴν κομματικὴ συγκέντρωση τὸ πλῆθος ἀπαιτεῖ τὰ δικαιώματά του. Ἡ Μεγάλη Ἐπανάσταση ποὺ ἔρχεται εἶναι ἡ ἀπάντηση σὲ ὅλα τὰ ψέματα τῶν φασιστῶν καὶ τῶν σοσιαλφασιστῶν. Τί θὰ πεῖ αὐτό; Ἀκριβῶς ὅτι θὰ ποῦν καὶ τὰ παιδιὰ τῶν ἐργατῶν ὅταν μεγαλώσουν. — [36, 840, 332, 922]
paragraph: Νικολαΐδης: Ὕστερ' ἀπ' τὸ Δ' Συνέδριο τῆς Ο.Ε.Α. καὶ τὰ καθήκοντα τοῦ Ἐργ. Ἀθλητισμοῦ. — [866, 1259, 1144, 1285]
paragraph: Στὰ μουσεῖα ἀκόμα βρίσκονται οἱ μεγάλες συλλογὲς τῶν ἀρχαίων ἔργων. Τὰ ἀγάλματα καὶ οἱ εἰκόνες ποὺ ἔμεναν κρυμμένες στὰ μοναστήρια βγῆκαν στὸ φῶς καὶ ὁ λαὸς τὰ θαυμάζει. — [346, 889, 564, 957]
paragraph: Ἡ ἐργατικὴ τάξη ποὺ πολεμᾷ γιὰ τὴν ἀπελευθέρωσή της δὲν πρέπει νὰ ξεχνᾶ τοὺς φυλακισμένους της. Ἡ σύντροφος ἀλληλεγγύη εἶναι ἕνα ἀπὸ τὰ πιὸ δυνατὰ ὅπλα τοῦ ἀγώνα. — [578, 1432, 854, 1487]
paragraph: Μὰ δὲν ἔχουν μόνο ὁ πολιτικός ἠγέτης ἡ ἐπιθεωρητικός. Ἦταν ὁ ἄνθρωπος ποὺ σκεφτόταν τὴν τιμὴ τῆς ζωῆς καὶ τῆς ἀλήθειας. Ἐκεῖνος ὁ ἀνθρωπάκος ἔπαιρνε τὸ χαρτί, ἔγραφε ἕνα γράμμα, καὶ τὸ ἔστελνε σὲ ὅλους τοὺς γνωστούς του. — [36, 743, 332, 811]
sport-dateline: ΛΑΡΙΣΣΑ, 9 Ἰουνίου. (Τοῦ ἀνταποκριτῆ μας). — [866, 330, 1139, 342]
paragraph: Ἄλλος σύντροφος ἀνέλυσε τὸ ζήτημα τῆς Ε. Β. καὶ εἶπε ὅτι ἡ μόνη ὀργάνωση ποὺ παλεύει γιὰ τὰ συμφέροντα τῶν νέων ἐργατῶν εἶναι ἡ Ε. Β. Στὸ τέλος τῆς συγκέντρωσης ἐγράφτηκαν 8 νέα μέλη. — [578, 535, 854, 589]
listing-show: «Γυναίκα τοῦ δρόμου». — [1362, 1157, 1528, 1183]
listing-venue: ΚΥΨΕΛΗ — [1362, 1183, 1411, 1196]
britain-kicker: ΑΝΤΑΠΟΚΡΙΣΕΙΣ ΑΠ' ΤΟ ΕΞΩΤΕΡΙΚΟ — [1217, 60, 1505, 75]
listing-show: «Ἐκείνη καὶ ὁ Ἰπ πονεριώτης». — [1362, 1381, 1528, 1407]
column-divider — [1330, 1618, 1331, 2220]
listing-entry: ΚΡΥΣΤΑΛ — «Ἡ γυναίκα τοῦ δρόμου». — [1362, 886, 1518, 912]
feuilleton-title: ΟΙ ΦΤΩΧΟΙ — [50, 1638, 330, 1689]
article-larissa-barbers — [578, 60, 1144, 280]
paragraph: Κι ὁ Ἀρμόδιος καθόταν. Ἦταν εὐτυχής ν' ἀκούει τὴ φωνὴ τῆς πρωτοχρονιάτικης ὥρας. — [36, 495, 332, 521]
listing-show: «Ἀπαγωγὴ Μιλάνου». — [1436, 1249, 1552, 1262]
listing-venue: ΑΤΤΑΛΕΙΑ — [1362, 1249, 1420, 1262]
listing-entry: ΚΟΣΜΑΚΗ — «Ἐκείνη καὶ ὁ Ἰπ πονεριώτης». — [1362, 1381, 1528, 1407]
paragraph: Σ. Νικ. Τὰ ταξικὰ συνδικάτα καὶ οἱ νέοι ἐργάτες. — [866, 1383, 1144, 1410]
paragraph: Τὸ Μουσεῖο Τρετιακὸφ εἶναι καλλιτεχνικὸ καὶ ἱστορικό. Ἐκεῖ βλέπει κανεὶς τὴν ἐξέλιξη τῆς ζωγραφικῆς. Τὸ ἴδιο καὶ στὸ Ἐρμιτάζ, ὅπου τὰ ἔργα τῶν μεγάλων ζωγράφων τῆς Εὐρώπης κρέμονται πλάι στὰ ἔργα τῶν Ρώσων δημιουργῶν. — [346, 613, 564, 708]
listing-show: «Ἀσφάλεια». — [1443, 1144, 1512, 1157]
paragraph: ὀργάνωσης καὶ ἔδειξε πὼς οἱ ἐργάτες πρέπει νὰ ἀγωνιστοῦν ἑνωμένοι. — [868, 141, 1144, 168]
listing-venue: ΒΕΡΝΤΕΝ — [1362, 1236, 1417, 1249]
paragraph: Τὴ νύχτα δὲν μπόρεσε νὰ κοιμηθεῖ. Σκεφτόταν τὸν Χέσσε, τὰ λόγια του, τὴν περιφρόνηση στὸ βλέμμα του. Θυμόταν τὸν γέρο συνάδελφό του ποὺ πέθανε πέρσι στὴ δουλειά, χωρὶς νὰ πάρει ποτὲ σύνταξη. — Ἔτσι θὰ πεθάνουμε ὅλοι, σκέφτηκε. Ἀλλὰ ὄχι. Κάτι πρέπει νὰ γίνει. Θυμήθηκε τὰ λόγια τοῦ νεαροῦ ἐργάτη ποὺ μιλοῦσε στὴ συγκέντρωση γιὰ τὴν ὀργάνωση καὶ τὸν ἀγώνα. Τότε δὲν τὸν πίστευε. Τώρα ἄρχιζε νὰ καταλαβαίνει. — [1092, 1618, 1324, 1768]
listing-show: Ἑλληνικὴ Χορωδία «Ἄγνωστος». Τὸ δικό μας χρῶμα εἶναι τὸ μαῦρο. — [1362, 939, 1536, 978]
listing-show: Πολεμικὰ Φιλμ. — [1426, 1078, 1512, 1091]
provinces-kicker: Η ΚΙΝΗΣΗ ΣΤΙΣ ΕΠΑΡΧΙΕΣ — [757, 60, 965, 75]
paragraph: Ἐξέδόθη τὸ 17ο φύλλο τοῦ «Νέου Λενινιστῆ». Περιεχόμενα: — [866, 1190, 1144, 1216]
paragraph: Ἐξετάσθηκε ἡ ἐργατικὴ κατάσταση τοῦ συνοικισμοῦ. Οἱ ἐργάτες μένουν σὲ παράγκες καὶ ζοῦν στὴν ἀθλιότητα. Ἀποφασίστηκε ἡ ἔκδοση προκήρυξης ποὺ θὰ καλεῖ τοὺς νέους ἐργάτες νὰ μποῦν στὶς γραμμὲς τῆς Ε. Β. — [578, 590, 854, 658]
paragraph: Ὁ δρόμος ποὺ περπάτησε ἡ σοβιετικὴ τέχνη δὲν εἶναι εὔκολος. Μὰ τὸ ἀποτέλεσμα εἶναι θαυμάσιο καὶ κάθε ἐπισκέπτης φεύγει μὲ τὴν πεποίθηση ὅτι μόνο ἕνα ἐργατικὸ κράτος μπορεῖ νὰ δώσει στὸ λαὸ τὴν τέχνη ποὺ τοῦ ἀνήκει. — [346, 958, 564, 1053]
feuilleton-column — [44, 1722, 336, 2220]
paragraph: Πρὶν 20 ἡμέρες ἱδρύθηκε ὅμιλος τῆς Ε. Β. Στὴν πρώτη σύνοδο τοῦ ὁμίλου πῆραν μέρος 16 ἐργάτες ἀπὸ ὅλες τὶς φάμπρικες τῆς περιφέρειας. Ἡ συζήτηση ἔγινε γιὰ τὴν κατάσταση τῶν ἐργατῶν καὶ τὴν ἀνάγκη νὰ ὀργανωθοῦν σὲ ταξικὰ συνδικάτα. — [578, 369, 854, 451]
listing-show: «Ἡ γυναίκα τοῦ δρόμου». — [1424, 1051, 1561, 1064]
column-life-art — [36, 60, 332, 1600]
listing-entry: ΑΟΥΞ (Πειραιῶς) — «Ἐρωτευμένοι Θεοί». — [1362, 1315, 1552, 1341]
paragraph: Οἱ ἐργαζόμενοι τῆς Μεγάλης Βρεττανίας ζοῦν σὲ ἄθλιες συνθῆκες. Ἡ ὑποχώρηση τῆς βιομηχανίας καὶ ἡ αὔξηση τῶν ἀνέργων δείχνουν τὸ βάθος τῆς κρίσης ποὺ περνᾷ ὁ ἀγγλικὸς καπιταλισμός. — [1158, 255, 1355, 351]
column-museums — [346, 166, 564, 1600]
paragraph: Πολλοὶ ἐργάτες ἔχουν τὴν ἀντίληψη πὼς μόνο χρησιμεύει ἡ ὀργάνωση γιὰ νὰ ἀνεβάσει τὰ — [578, 252, 854, 278]
journal-date: ΣΑΒΒΑΤΟ 14 ΙΟΥΝΗ 1930 — [95, 115, 273, 130]
listing-entry: ΔΕΛΦΟΙ — «Τὰ τρία παιδιά». — [1362, 1302, 1519, 1315]
listing-show: Γαμήλιος πυρετός. — [1423, 1355, 1523, 1368]
listing-entry: ΠΑΝΕΛΛΗΝΙΟΝ — «Ἡ Ἀνάκρισις». — [1362, 1038, 1551, 1051]
paragraph: — Καὶ τί ἦταν αὐτό; — [48, 591, 157, 604]
museums-continued: (Αὔριο τὸ τέλος) — [475, 1058, 564, 1071]
britain-dateline: ΛΟΝΔΙΝΟ, Ἰούνιος. (Τοῦ ἀνταποκριτῆ μας). — [1158, 131, 1355, 157]
paragraph: Μετὰ τὴν ἀνάλυση τῆς κατάστασης ἀπὸ ἕνα μέλος τῆς Ε. Β. ἀποφασίστηκε νὰ γίνουν συγκεντρώσεις σὲ ὅλες τὶς φάμπρικες καὶ νὰ ἐκλεγοῦν ἐπιτροπὲς ἀγώνα. Ἡ ἐργατικὴ νεολαία τῆς Κοκκινιᾶς ἀπαντᾷ στὴν τρομοκρατία μὲ τὴν ὀργάνωσή της. — [578, 452, 854, 534]
prisoners-signoff: ΠΡΟΛΕΤΑΡΙΟΣ — [397, 1578, 515, 1592]
listing-venue: ΜΙΚΡΟΝ ΖΑΠΠΕΙΟΝ — [1362, 913, 1475, 926]
